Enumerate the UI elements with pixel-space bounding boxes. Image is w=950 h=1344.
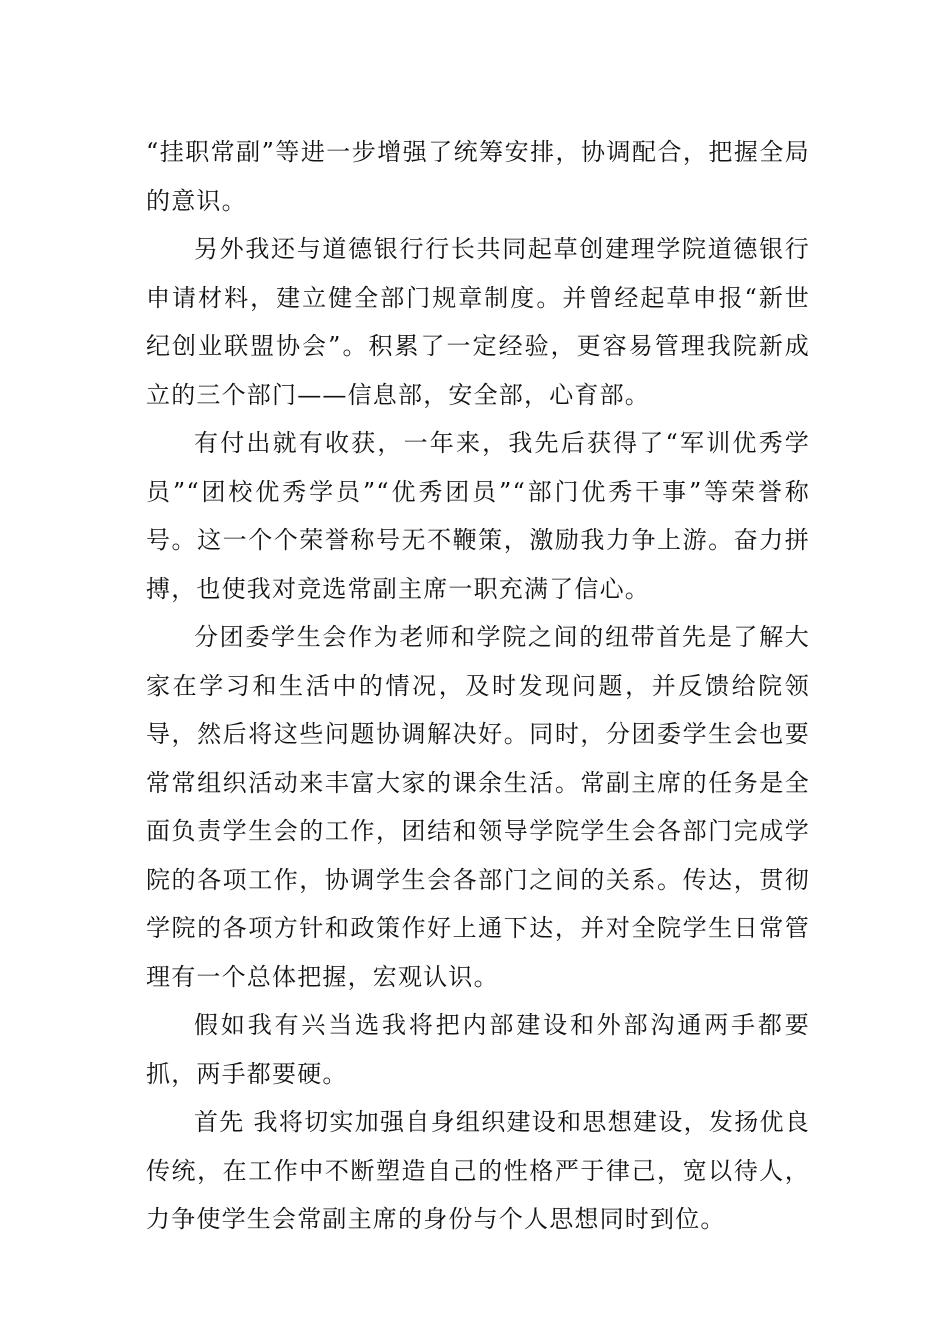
paragraph-3: 有付出就有收获，一年来，我先后获得了“军训优秀学员”“团校优秀学员”“优秀团员”“部门优秀干事”等荣誉称号。这一个个荣誉称号无不鞭策，激励我力争上游。奋力拼搏，也使我对竞选常副主席一职充满了信心。 bbox=[146, 429, 810, 603]
paragraph-2: 另外我还与道德银行行长共同起草创建理学院道德银行申请材料，建立健全部门规章制度。并曾经起草申报“新世纪创业联盟协会”。积累了一定经验，更容易管理我院新成立的三个部门——信息部，安全部，心育部。 bbox=[146, 235, 810, 409]
paragraph-4: 分团委学生会作为老师和学院之间的纽带首先是了解大家在学习和生活中的情况，及时发现问题，并反馈给院领导，然后将这些问题协调解决好。同时，分团委学生会也要常常组织活动来丰富大家的课余生活。常副主席的任务是全面负责学生会的工作，团结和领导学院学生会各部门完成学院的各项工作，协调学生会各部门之间的关系。传达，贯彻学院的各项方针和政策作好上通下达，并对全院学生日常管理有一个总体把握，宏观认识。 bbox=[146, 623, 810, 991]
paragraph-1: “挂职常副”等进一步增强了统筹安排，协调配合，把握全局的意识。 bbox=[146, 138, 810, 215]
document-body bbox=[146, 128, 810, 1244]
paragraph-6: 首先 我将切实加强自身组织建设和思想建设，发扬优良传统，在工作中不断塑造自己的性格严于律己，宽以待人，力争使学生会常副主席的身份与个人思想同时到位。 bbox=[146, 1108, 810, 1233]
paragraph-5: 假如我有兴当选我将把内部建设和外部沟通两手都要抓，两手都要硬。 bbox=[146, 1011, 810, 1088]
